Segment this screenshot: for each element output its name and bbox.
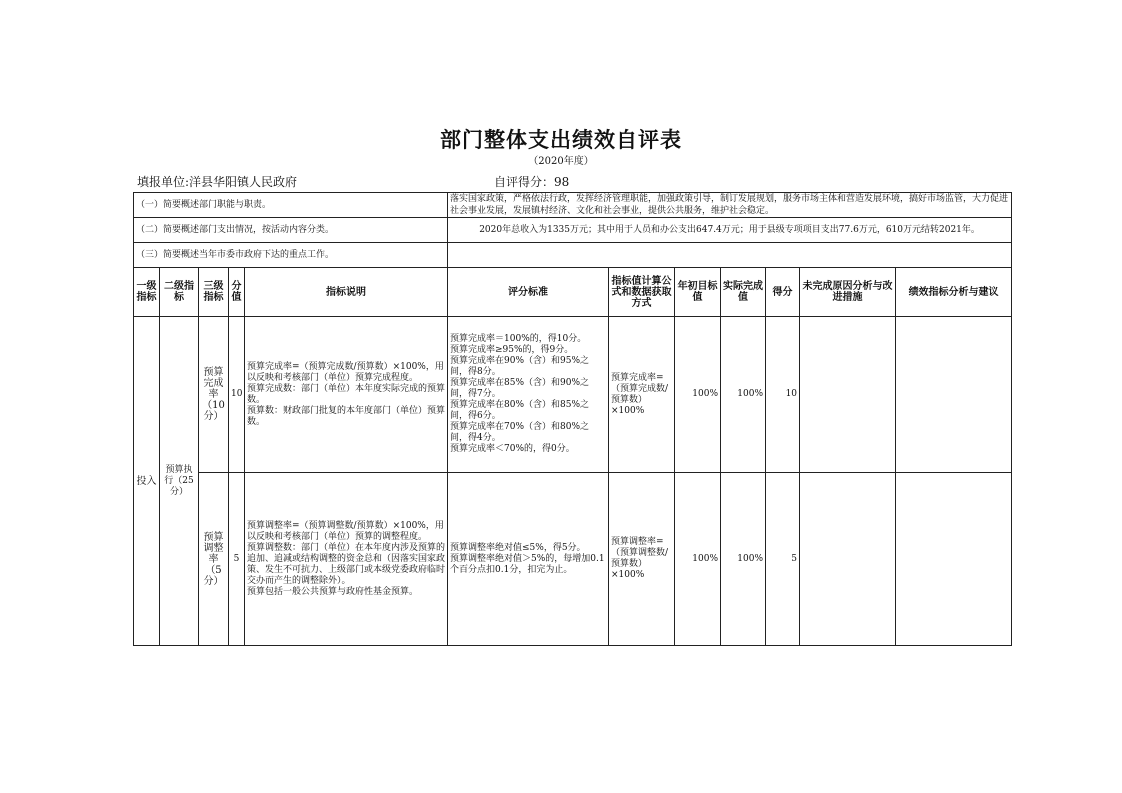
reason-cell [800,317,896,473]
target-cell: 100% [675,473,721,646]
table-row [134,317,1012,473]
header-target: 年初目标值 [675,268,721,317]
desc-label-2: （二）简要概述部门支出情况，按活动内容分类。 [134,218,448,243]
table-row [134,473,1012,646]
header-formula: 指标值计算公式和数据获取方式 [609,268,675,317]
header-level2: 二级指标 [160,268,199,317]
actual-cell: 100% [721,317,766,473]
criteria-cell: 预算完成率＝100%的，得10分。 预算完成率≥95%的，得9分。 预算完成率在90%（含）和95%之间，得8分。 预算完成率在85%（含）和90%之间，得7分。 预算完成率在80%（含）和85%之间，得6分。 预算完成率在70%（含）和80%之间，得4分。 预算完成率＜70%的，得0分。 [448,317,609,473]
header-got: 得分 [766,268,800,317]
header-criteria: 评分标准 [448,268,609,317]
page-title: 部门整体支出绩效自评表 [440,128,682,152]
advice-cell [896,473,1012,646]
formula-cell: 预算调整率=（预算调整数/预算数）×100% [609,473,675,646]
description-row [134,243,1012,268]
level2-cell: 预算执行（25分） [160,317,199,646]
self-score: 自评得分：98 [494,175,570,189]
advice-cell [896,317,1012,473]
desc-cell: 预算调整率=（预算调整数/预算数）×100%，用以反映和考核部门（单位）预算的调整程度。 预算调整数：部门（单位）在本年度内涉及预算的追加、追减或结构调整的资金总和（因落实国家政策、发生不可抗力、上级部门或本级党委政府临时交办而产生的调整除外）。 预算包括一般公共预算与政府性基金预算。 [245,473,448,646]
desc-text-1 [448,193,1012,218]
level3-cell: 预算完成率（10分） [199,317,229,473]
header-row [134,268,1012,317]
got-cell: 10 [766,317,800,473]
target-cell: 100% [675,317,721,473]
desc-text-content-1: 落实国家政策，严格依法行政，发挥经济管理职能，加强政策引导，制订发展规划，服务市场主体和营造发展环境，搞好市场监管，大力促进社会事业发展，发展镇村经济、文化和社会事业，提供公共服务，维护社会稳定。 [450,194,1009,216]
value-cell: 10 [229,317,245,473]
description-row [134,193,1012,218]
desc-text-content-2: 2020年总收入为1335万元；其中用于人员和办公支出647.4万元；用于县级专项项目支出77.6万元，610万元结转2021年。 [479,225,980,235]
description-row [134,218,1012,243]
desc-cell: 预算完成率=（预算完成数/预算数）×100%，用以反映和考核部门（单位）预算完成程度。 预算完成数：部门（单位）本年度实际完成的预算数。 预算数：财政部门批复的本年度部门（单位）预算数。 [245,317,448,473]
header-value: 分值 [229,268,245,317]
desc-text-3 [448,243,1012,268]
evaluation-table [133,192,1012,646]
formula-cell: 预算完成率=（预算完成数/预算数）×100% [609,317,675,473]
criteria-cell: 预算调整率绝对值≤5%，得5分。 预算调整率绝对值＞5%的，每增加0.1个百分点扣0.1分，扣完为止。 [448,473,609,646]
desc-text-2 [448,218,1012,243]
page-subtitle: （2020年度） [528,156,594,167]
reason-cell [800,473,896,646]
header-advice: 绩效指标分析与建议 [896,268,1012,317]
desc-label-1: （一）简要概述部门职能与职责。 [134,193,448,218]
value-cell: 5 [229,473,245,646]
header-level3: 三级指标 [199,268,229,317]
header-reason: 未完成原因分析与改进措施 [800,268,896,317]
header-desc: 指标说明 [245,268,448,317]
level3-cell: 预算调整率（5分） [199,473,229,646]
header-actual: 实际完成值 [721,268,766,317]
reporting-unit: 填报单位:洋县华阳镇人民政府 [137,175,298,189]
actual-cell: 100% [721,473,766,646]
header-level1: 一级指标 [134,268,160,317]
level1-cell: 投入 [134,317,160,646]
got-cell: 5 [766,473,800,646]
desc-label-3: （三）简要概述当年市委市政府下达的重点工作。 [134,243,448,268]
